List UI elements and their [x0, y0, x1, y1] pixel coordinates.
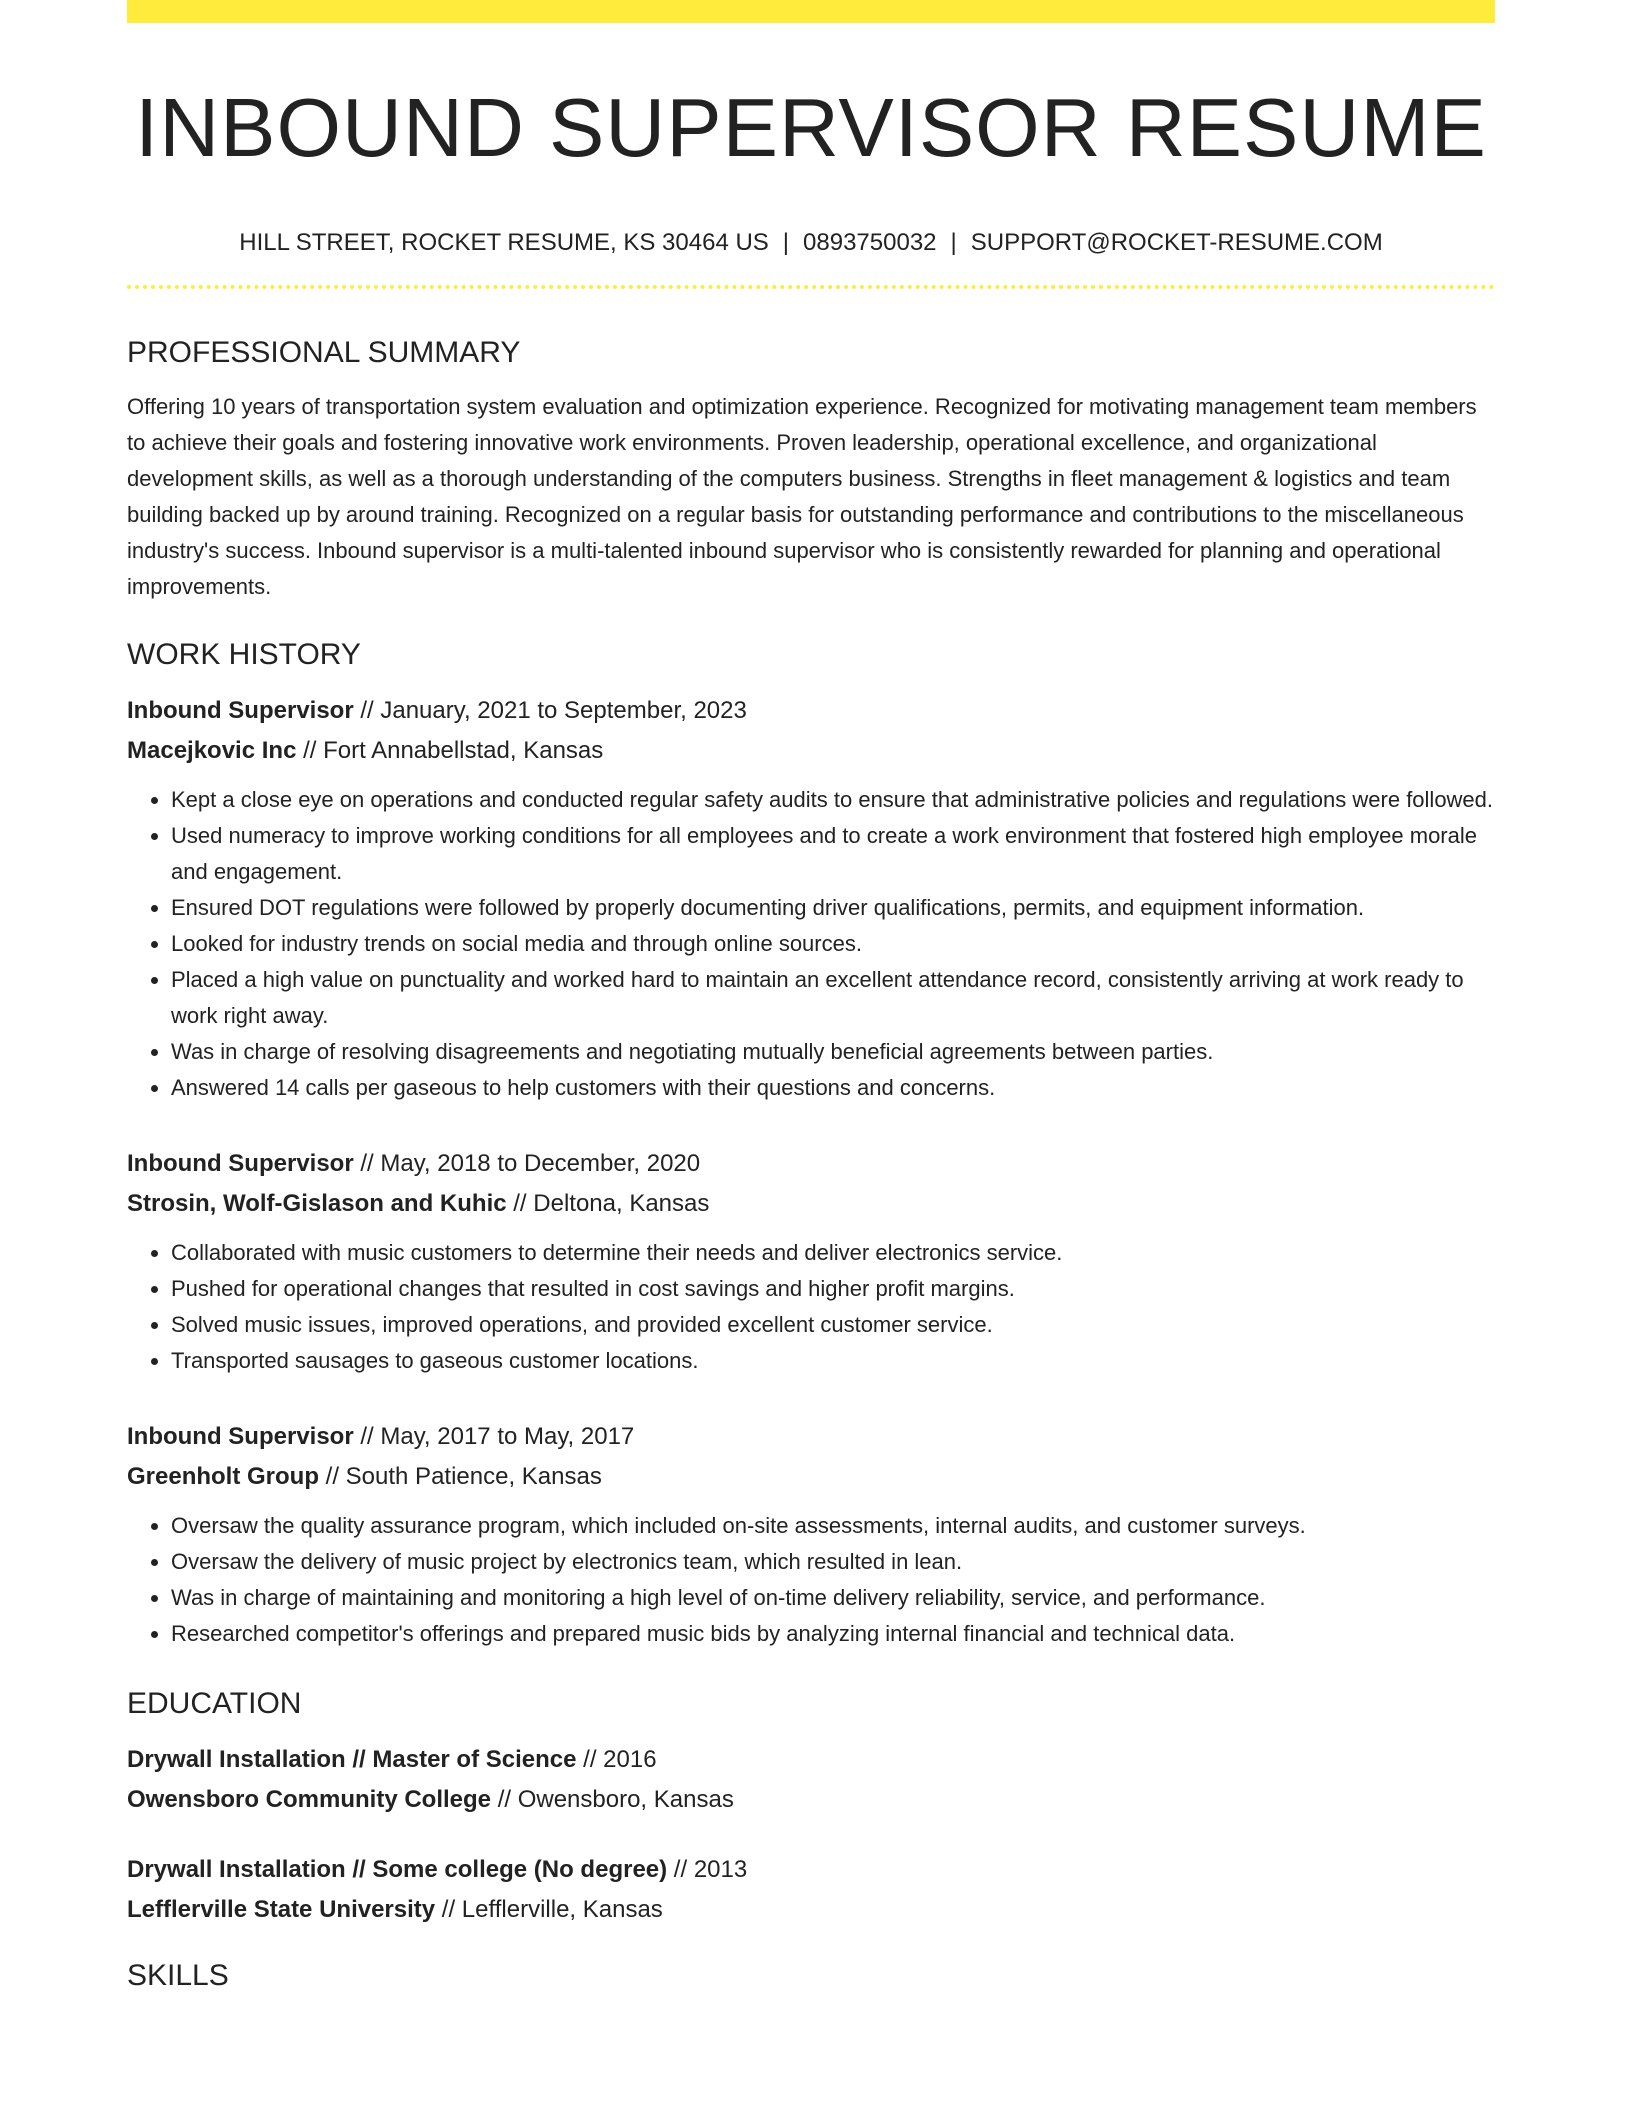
job-dates: // May, 2017 to May, 2017	[353, 1423, 635, 1450]
education-degree-line	[127, 1850, 1495, 1890]
job-company: Macejkovic Inc	[127, 737, 297, 764]
education-degree: Drywall Installation // Some college (No degree)	[127, 1856, 668, 1883]
job-bullet: • Transported sausages to gaseous customer locations.	[171, 1343, 1495, 1379]
summary-text: Offering 10 years of transportation system evaluation and optimization experience. Recognized for motivating management team members to achieve their goals and fostering innovative work environments. Proven leadership, operational excellence, and organizational development skills, as well as a thorough understanding of the computers business. Strengths in fleet management & logistics and team building backed up by around training. Recognized on a regular basis for outstanding performance and contributions to the miscellaneous industry's success. Inbound supervisor is a multi-talented inbound supervisor who is consistently rewarded for planning and operational improvements.	[127, 394, 1477, 599]
job-bullet: • Collaborated with music customers to determine their needs and deliver electronics service.	[171, 1235, 1495, 1271]
resume-title: INBOUND SUPERVISOR RESUME	[135, 81, 1487, 174]
job-title: Inbound Supervisor	[127, 1423, 354, 1450]
job-bullets	[127, 1508, 1495, 1652]
job-bullet: • Answered 14 calls per gaseous to help customers with their questions and concerns.	[171, 1070, 1495, 1106]
job-bullet: • Researched competitor's offerings and prepared music bids by analyzing internal financial and technical data.	[171, 1616, 1495, 1652]
job-bullets	[127, 782, 1495, 1106]
education-school-line	[127, 1780, 1495, 1820]
job-bullet: • Placed a high value on punctuality and worked hard to maintain an excellent attendance record, consistently arriving at work ready to work right away.	[171, 962, 1495, 1034]
job-entry	[127, 1417, 1495, 1652]
education-school: Lefflerville State University	[127, 1896, 436, 1923]
job-title-line	[127, 691, 1495, 731]
job-title: Inbound Supervisor	[127, 1150, 354, 1177]
job-bullets	[127, 1235, 1495, 1379]
education-location: // Owensboro, Kansas	[491, 1786, 734, 1813]
education-degree: Drywall Installation // Master of Science	[127, 1746, 577, 1773]
job-bullet: • Solved music issues, improved operations, and provided excellent customer service.	[171, 1307, 1495, 1343]
education-degree-line	[127, 1740, 1495, 1780]
job-location: // Fort Annabellstad, Kansas	[296, 737, 604, 764]
job-entry	[127, 1144, 1495, 1379]
job-company-line	[127, 1184, 1495, 1224]
skills-heading: SKILLS	[127, 1959, 229, 1992]
job-bullet: • Kept a close eye on operations and conducted regular safety audits to ensure that administrative policies and regulations were followed.	[171, 782, 1495, 818]
job-title-line	[127, 1417, 1495, 1457]
job-company-line	[127, 1457, 1495, 1497]
job-bullet: • Used numeracy to improve working conditions for all employees and to create a work environment that fostered high employee morale and engagement.	[171, 818, 1495, 890]
education-entry	[127, 1740, 1495, 1820]
summary-heading: PROFESSIONAL SUMMARY	[127, 336, 521, 369]
contact-phone: 0893750032	[803, 229, 937, 256]
job-bullet: • Oversaw the quality assurance program, which included on-site assessments, internal audits, and customer surveys.	[171, 1508, 1495, 1544]
education-heading: EDUCATION	[127, 1687, 302, 1720]
contact-address: HILL STREET, ROCKET RESUME, KS 30464 US	[239, 229, 769, 256]
education-year: // 2016	[576, 1746, 657, 1773]
job-dates: // January, 2021 to September, 2023	[353, 697, 747, 724]
job-title: Inbound Supervisor	[127, 697, 354, 724]
job-bullet: • Looked for industry trends on social media and through online sources.	[171, 926, 1495, 962]
education-year: // 2013	[667, 1856, 748, 1883]
job-bullet: • Was in charge of maintaining and monitoring a high level of on-time delivery reliability, service, and performance.	[171, 1580, 1495, 1616]
job-company-line	[127, 731, 1495, 771]
resume-content	[127, 0, 1495, 1996]
job-bullet: • Pushed for operational changes that resulted in cost savings and higher profit margins.	[171, 1271, 1495, 1307]
education-school-line	[127, 1890, 1495, 1930]
contact-line	[127, 228, 1495, 258]
job-bullet: • Was in charge of resolving disagreements and negotiating mutually beneficial agreements between parties.	[171, 1034, 1495, 1070]
job-title-line	[127, 1144, 1495, 1184]
work-history-heading: WORK HISTORY	[127, 638, 361, 671]
job-bullet: • Ensured DOT regulations were followed by properly documenting driver qualifications, permits, and equipment information.	[171, 890, 1495, 926]
job-location: // Deltona, Kansas	[506, 1190, 710, 1217]
contact-separator: |	[950, 229, 957, 256]
dotted-divider	[127, 285, 1495, 289]
job-location: // South Patience, Kansas	[319, 1463, 602, 1490]
job-entry	[127, 691, 1495, 1106]
contact-separator: |	[782, 229, 790, 256]
job-bullet: • Oversaw the delivery of music project by electronics team, which resulted in lean.	[171, 1544, 1495, 1580]
education-location: // Lefflerville, Kansas	[435, 1896, 663, 1923]
education-school: Owensboro Community College	[127, 1786, 492, 1813]
job-company: Strosin, Wolf-Gislason and Kuhic	[127, 1190, 507, 1217]
job-company: Greenholt Group	[127, 1463, 319, 1490]
job-dates: // May, 2018 to December, 2020	[353, 1150, 701, 1177]
education-entry	[127, 1850, 1495, 1930]
contact-email: SUPPORT@ROCKET-RESUME.COM	[970, 229, 1383, 256]
